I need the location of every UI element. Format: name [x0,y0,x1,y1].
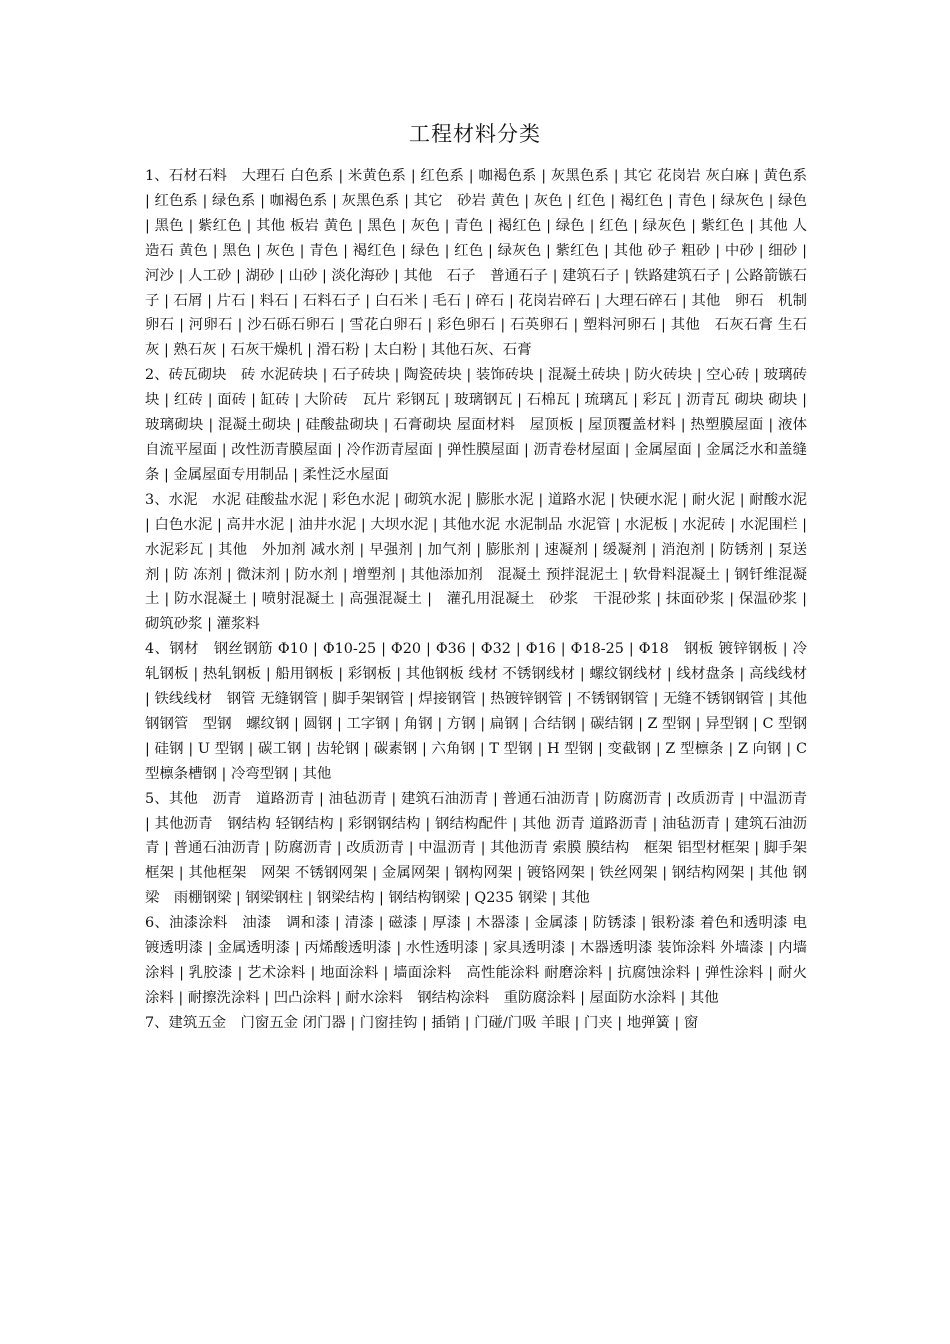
document-body [145,164,807,1036]
section-other: 5、其他 沥青 道路沥青 | 油毡沥青 | 建筑石油沥青 | 普通石油沥青 | 防腐沥青 | 改质沥青 | 中温沥青 | 其他沥青 钢结构 轻钢结构 | 彩钢钢结构 | 钢结构配件 | 其他 沥青 道路沥青 | 油毡沥青 | 建筑石油沥青 | 普通石油沥青 | 防腐沥青 | 改质沥青 | 中温沥青 | 其他沥青 索膜 膜结构 框架 铝型材框架 | 脚手架框架 | 其他框架 网架 不锈钢网架 | 金属网架 | 钢构网架 | 镀铬网架 | 铁丝网架 | 钢结构网架 | 其他 钢梁 雨棚钢梁 | 钢梁钢柱 | 钢梁结构 | 钢结构钢梁 | Q235 钢梁 | 其他 [145,790,807,907]
section-steel: 4、钢材 钢丝钢筋 Φ10 | Φ10-25 | Φ20 | Φ36 | Φ32 | Φ16 | Φ18-25 | Φ18 钢板 镀锌钢板 | 冷轧钢板 | 热轧钢板 | 船用钢板 | 彩钢板 | 其他钢板 线材 不锈钢线材 | 螺纹钢线材 | 线材盘条 | 高线线材 | 铁线线材 钢管 无缝钢管 | 脚手架钢管 | 焊接钢管 | 热镀锌钢管 | 不锈钢钢管 | 无缝不锈钢钢管 | 其他钢钢管 型钢 螺纹钢 | 圆钢 | 工字钢 | 角钢 | 方钢 | 扁钢 | 合结钢 | 碳结钢 | Z 型钢 | 异型钢 | C 型钢 | 硅钢 | U 型钢 | 碳工钢 | 齿轮钢 | 碳素钢 | 六角钢 | T 型钢 | H 型钢 | 变截钢 | Z 型檩条 | Z 向钢 | C 型檩条槽钢 | 冷弯型钢 | 其他 [145,641,807,782]
section-paints-coatings: 6、油漆涂料 油漆 调和漆 | 清漆 | 磁漆 | 厚漆 | 木器漆 | 金属漆 | 防锈漆 | 银粉漆 着色和透明漆 电镀透明漆 | 金属透明漆 | 丙烯酸透明漆 | 水性透明漆 | 家具透明漆 | 木器透明漆 装饰涂料 外墙漆 | 内墙涂料 | 乳胶漆 | 艺术涂料 | 地面涂料 | 墙面涂料 高性能涂料 耐磨涂料 | 抗腐蚀涂料 | 弹性涂料 | 耐火涂料 | 耐擦洗涂料 | 凹凸涂料 | 耐水涂料 钢结构涂料 重防腐涂料 | 屋面防水涂料 | 其他 [145,915,807,1006]
section-bricks-tiles-blocks: 2、砖瓦砌块 砖 水泥砖块 | 石子砖块 | 陶瓷砖块 | 装饰砖块 | 混凝土砖块 | 防火砖块 | 空心砖 | 玻璃砖块 | 红砖 | 面砖 | 缸砖 | 大阶砖 瓦片 彩钢瓦 | 玻璃钢瓦 | 石棉瓦 | 琉璃瓦 | 彩瓦 | 沥青瓦 砌块 砌块 | 玻璃砌块 | 混凝土砌块 | 硅酸盐砌块 | 石膏砌块 屋面材料 屋顶板 | 屋顶覆盖材料 | 热塑膜屋面 | 液体自流平屋面 | 改性沥青膜屋面 | 冷作沥青屋面 | 弹性膜屋面 | 沥青卷材屋面 | 金属屋面 | 金属泛水和盖缝条 | 金属屋面专用制品 | 柔性泛水屋面 [145,367,807,483]
section-building-hardware: 7、建筑五金 门窗五金 闭门器 | 门窗挂钩 | 插销 | 门碰/门吸 羊眼 | 门夹 | 地弹簧 | 窗 [145,1014,699,1031]
section-stone-materials: 1、石材石料 大理石 白色系 | 米黄色系 | 红色系 | 咖褐色系 | 灰黑色系 | 其它 花岗岩 灰白麻 | 黄色系 | 红色系 | 绿色系 | 咖褐色系 | 灰黑色系 | 其它 砂岩 黄色 | 灰色 | 红色 | 褐红色 | 青色 | 绿灰色 | 绿色 | 黑色 | 紫红色 | 其他 板岩 黄色 | 黑色 | 灰色 | 青色 | 褐红色 | 绿色 | 红色 | 绿灰色 | 紫红色 | 其他 人造石 黄色 | 黑色 | 灰色 | 青色 | 褐红色 | 绿色 | 红色 | 绿灰色 | 紫红色 | 其他 砂子 粗砂 | 中砂 | 细砂 | 河沙 | 人工砂 | 湖砂 | 山砂 | 淡化海砂 | 其他 石子 普通石子 | 建筑石子 | 铁路建筑石子 | 公路箭镞石子 | 石屑 | 片石 | 料石 | 石料石子 | 白石米 | 毛石 | 碎石 | 花岗岩碎石 | 大理石碎石 | 其他 卵石 机制卵石 | 河卵石 | 沙石砾石卵石 | 雪花白卵石 | 彩色卵石 | 石英卵石 | 塑料河卵石 | 其他 石灰石膏 生石灰 | 熟石灰 | 石灰干燥机 | 滑石粉 | 太白粉 | 其他石灰、石膏 [145,168,807,359]
document-title: 工程材料分类 [409,122,541,146]
section-cement: 3、水泥 水泥 硅酸盐水泥 | 彩色水泥 | 砌筑水泥 | 膨胀水泥 | 道路水泥 | 快硬水泥 | 耐火泥 | 耐酸水泥 | 白色水泥 | 高井水泥 | 油井水泥 | 大坝水泥 | 其他水泥 水泥制品 水泥管 | 水泥板 | 水泥砖 | 水泥围栏 | 水泥彩瓦 | 其他 外加剂 减水剂 | 早强剂 | 加气剂 | 膨胀剂 | 速凝剂 | 缓凝剂 | 消泡剂 | 防锈剂 | 泵送剂 | 防 冻剂 | 微沫剂 | 防水剂 | 增塑剂 | 其他添加剂 混凝土 预拌混泥土 | 软骨料混凝土 | 钢钎维混凝土 | 防水混凝土 | 喷射混凝土 | 高强混凝土 | 灌孔用混凝土 砂浆 干混砂浆 | 抹面砂浆 | 保温砂浆 | 砌筑砂浆 | 灌浆料 [145,491,807,633]
